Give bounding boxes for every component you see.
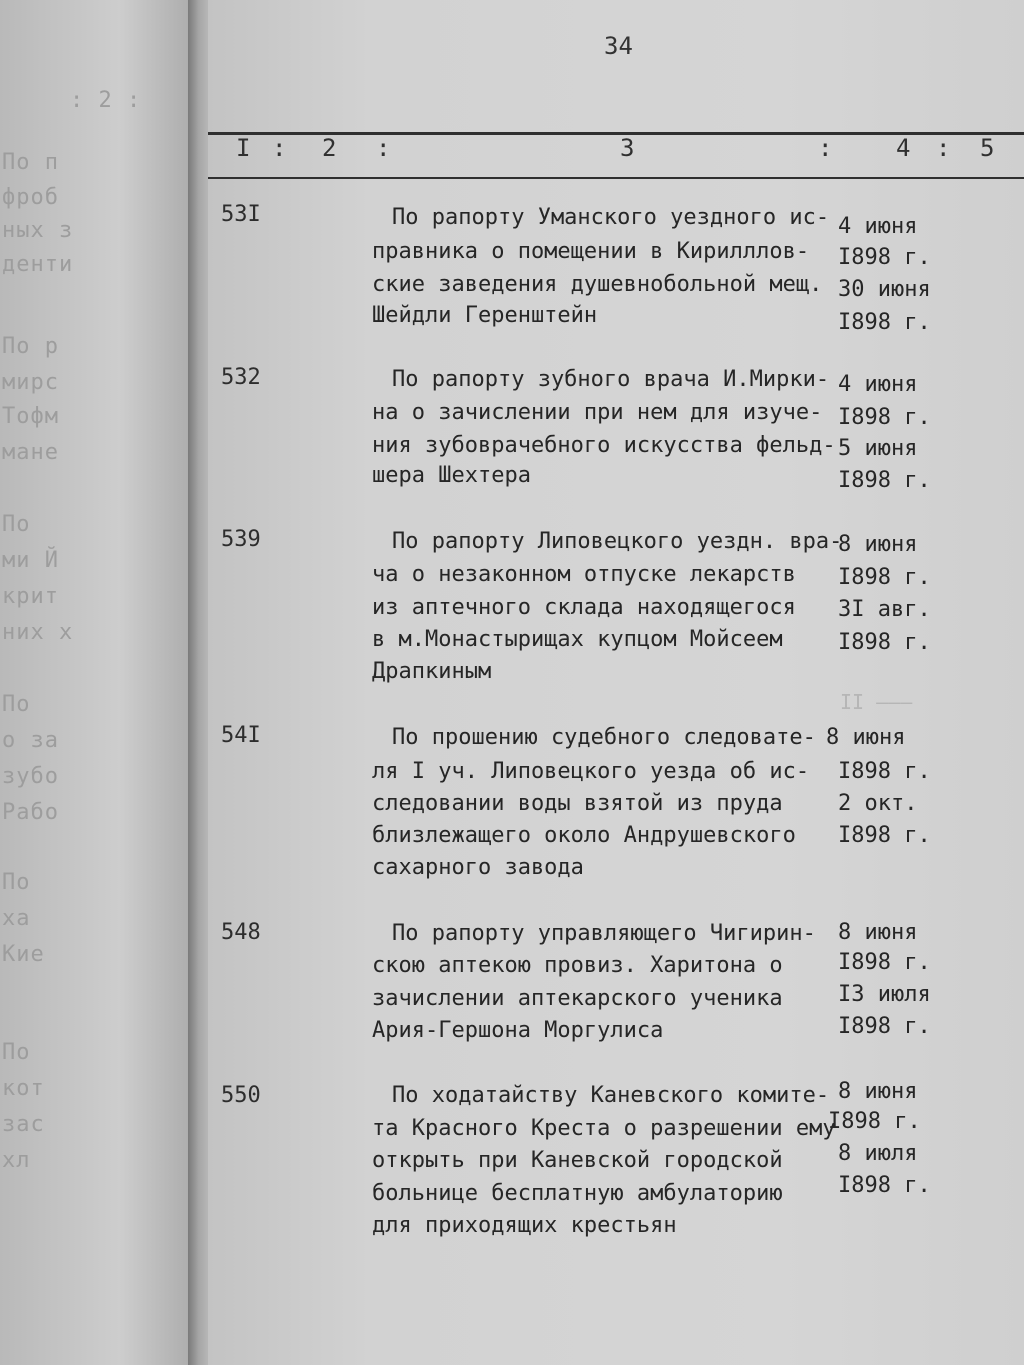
entry-text-line: По рапорту Липовецкого уездн. вра-: [392, 529, 843, 554]
page-number: 34: [604, 32, 633, 60]
left-page-fragment: ми Й: [2, 548, 59, 573]
left-page-fragment: По: [2, 1040, 31, 1065]
entry-date: I898 г.: [838, 405, 931, 430]
left-page-fragment: зас: [2, 1112, 45, 1137]
left-page-fragment: Тофм: [2, 404, 59, 429]
entry-date: 5 июня: [838, 436, 918, 461]
entry-text-line: Драпкиным: [372, 659, 492, 684]
entry-date: I898 г.: [838, 950, 931, 975]
header-separator: :: [936, 134, 951, 162]
entry-text-line: открыть при Каневской городской: [372, 1148, 783, 1173]
left-page-fragment: крит: [2, 584, 59, 609]
entry-number: 54I: [221, 723, 261, 748]
left-page-fragment: мане: [2, 440, 59, 465]
left-facing-page: [0, 0, 200, 1365]
entry-number: 550: [221, 1083, 261, 1108]
entry-text-line: сахарного завода: [372, 855, 584, 880]
entry-date: 3I авг.: [838, 597, 931, 622]
header-col-2: 2: [322, 134, 337, 162]
entry-number: 548: [221, 920, 261, 945]
left-page-fragment: По: [2, 870, 31, 895]
entry-text-line: ля I уч. Липовецкого уезда об ис-: [372, 759, 810, 784]
entry-date: 4 июня: [838, 372, 918, 397]
left-page-fragment: Кие: [2, 942, 45, 967]
entry-text-line: больнице бесплатную амбулаторию: [372, 1181, 783, 1206]
left-page-fragment: денти: [2, 252, 74, 277]
header-col-3: 3: [620, 134, 635, 162]
entry-date: I898 г.: [838, 630, 931, 655]
left-page-fragment: По: [2, 692, 31, 717]
left-page-fragment: Рабо: [2, 800, 59, 825]
entry-date: 8 июня: [838, 920, 918, 945]
entry-text-line: зачислении аптекарского ученика: [372, 986, 783, 1011]
entry-number: 532: [221, 365, 261, 390]
entry-date: 2 окт.: [838, 791, 918, 816]
entry-date: I898 г.: [838, 468, 931, 493]
entry-date: I898 г.: [838, 823, 931, 848]
entry-date: I898 г.: [828, 1109, 921, 1134]
entry-text-line: По рапорту Уманского уездного ис-: [392, 205, 830, 230]
entry-date: I898 г.: [838, 759, 931, 784]
header-col-4: 4: [896, 134, 911, 162]
entry-text-line: ния зубоврачебного искусства фельд-: [372, 433, 836, 458]
entry-text-line: для приходящих крестьян: [372, 1213, 677, 1238]
entry-text-line: та Красного Креста о разрешении ему: [372, 1116, 836, 1141]
entry-text-line: из аптечного склада находящегося: [372, 595, 796, 620]
entry-text-line: По рапорту управляющего Чигирин-: [392, 921, 816, 946]
left-page-fragment: ных з: [2, 218, 74, 243]
header-col-5: 5: [980, 134, 995, 162]
entry-number: 53I: [221, 202, 261, 227]
left-page-fragment: По п: [2, 150, 59, 175]
entry-date: I898 г.: [838, 310, 931, 335]
entry-text-line: в м.Монастырищах купцом Мойсеем: [372, 627, 783, 652]
entry-text-line: шера Шехтера: [372, 463, 531, 488]
entry-date: 8 июня: [826, 725, 906, 750]
entry-text-line: следовании воды взятой из пруда: [372, 791, 783, 816]
header-separator: :: [272, 134, 287, 162]
entry-date: 8 июля: [838, 1141, 918, 1166]
entry-date: 8 июня: [838, 1079, 918, 1104]
bleed-through-decoration: II ———: [840, 690, 913, 714]
left-page-fragment: По р: [2, 334, 59, 359]
left-page-fragment: зубо: [2, 764, 59, 789]
header-separator: :: [818, 134, 833, 162]
left-page-fragment: о за: [2, 728, 59, 753]
left-page-fragment: ха: [2, 906, 31, 931]
entry-text-line: По ходатайству Каневского комите-: [392, 1083, 830, 1108]
left-page-fragment: По: [2, 512, 31, 537]
entry-text-line: Ария-Гершона Моргулиса: [372, 1018, 664, 1043]
entry-text-line: ские заведения душевнобольной мещ.: [372, 272, 823, 297]
entry-date: I898 г.: [838, 245, 931, 270]
header-separator: :: [376, 134, 391, 162]
header-col-1: I: [236, 134, 251, 162]
left-page-fragment: кот: [2, 1076, 45, 1101]
entry-date: I898 г.: [838, 565, 931, 590]
entry-date: I898 г.: [838, 1173, 931, 1198]
left-page-fragment: хл: [2, 1148, 31, 1173]
left-page-fragment: мирс: [2, 370, 59, 395]
entry-text-line: По прошению судебного следовате-: [392, 725, 816, 750]
entry-text-line: ча о незаконном отпуске лекарств: [372, 562, 796, 587]
entry-text-line: По рапорту зубного врача И.Мирки-: [392, 367, 830, 392]
entry-date: I898 г.: [838, 1014, 931, 1039]
left-page-header-fragment: : 2 :: [70, 88, 142, 113]
table-header-bottom-rule: [208, 177, 1024, 179]
entry-text-line: на о зачислении при нем для изуче-: [372, 400, 823, 425]
left-page-fragment: фроб: [2, 185, 59, 210]
entry-date: I3 июля: [838, 982, 931, 1007]
left-page-fragment: них х: [2, 620, 74, 645]
entry-text-line: правника о помещении в Кирилллов-: [372, 239, 810, 264]
entry-date: 30 июня: [838, 277, 931, 302]
entry-date: 4 июня: [838, 214, 918, 239]
entry-text-line: скою аптекою провиз. Харитона о: [372, 953, 783, 978]
entry-date: 8 июня: [838, 532, 918, 557]
entry-text-line: близлежащего около Андрушевского: [372, 823, 796, 848]
entry-text-line: Шейдли Геренштейн: [372, 303, 598, 328]
entry-number: 539: [221, 527, 261, 552]
